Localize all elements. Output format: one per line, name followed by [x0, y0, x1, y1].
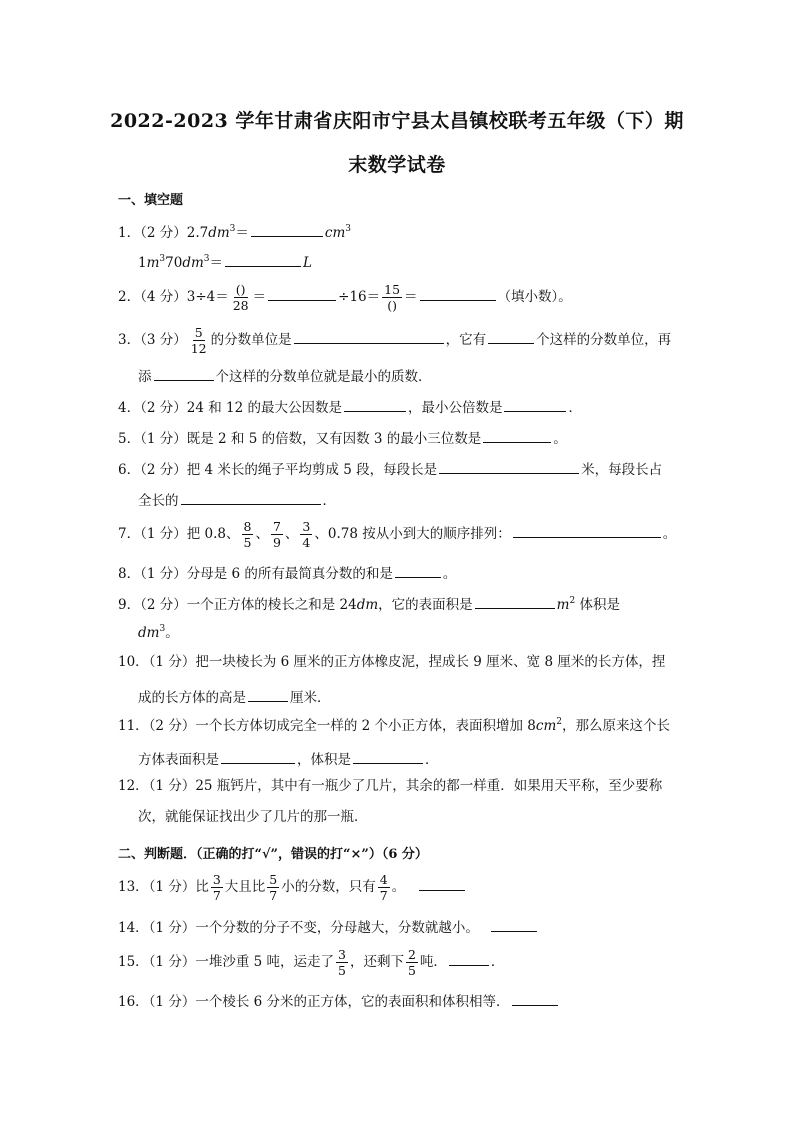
answer-blank[interactable] — [419, 876, 465, 891]
question-8: 8．（1 分）分母是 6 的所有最简真分数的和是 。 — [118, 563, 456, 582]
question-7: 7．（1 分）把 0.8、 $\frac{8}{5}$ 、 $\frac{7}{9}$ 、 $\frac{3}{4}$ 、0.78 按从小到大的顺序排列： 。 — [118, 519, 677, 551]
answer-blank[interactable] — [181, 490, 321, 505]
question-9: 9．（2 分）一个正方体的棱长之和是 24dm，它的表面积是 $m^2$ 体积是 — [118, 596, 621, 613]
answer-blank[interactable] — [439, 459, 579, 474]
fraction: $\frac{()}{28}$ — [232, 282, 249, 314]
question-3-cont: 添 个这样的分数单位就是最小的质数． — [138, 366, 432, 385]
answer-blank[interactable] — [512, 991, 558, 1006]
fraction: $\frac{4}{7}$ — [379, 872, 388, 904]
answer-blank[interactable] — [294, 329, 444, 344]
answer-blank[interactable] — [475, 594, 555, 609]
fraction: $\frac{15}{()}$ — [384, 282, 401, 314]
answer-blank[interactable] — [504, 397, 566, 412]
question-11-cont: 方体表面积是 ，体积是 ． — [138, 749, 439, 768]
question-1: 1．（2 分）$2.7dm^3= cm^3$ — [118, 224, 352, 241]
answer-blank[interactable] — [225, 252, 301, 267]
answer-blank[interactable] — [449, 951, 489, 966]
answer-blank[interactable] — [488, 329, 534, 344]
answer-blank[interactable] — [483, 428, 551, 443]
question-10: 10．（1 分）把一块棱长为 6 厘米的正方体橡皮泥，捏成长 9 厘米、宽 8 厘米的长方体，捏 — [118, 654, 666, 670]
section-heading-fill-in: 一、填空题 — [118, 193, 184, 208]
answer-blank[interactable] — [248, 687, 288, 702]
fraction: $\frac{3}{5}$ — [338, 947, 346, 979]
question-5: 5．（1 分）既是 2 和 5 的倍数，又有因数 3 的最小三位数是 。 — [118, 428, 567, 447]
question-12: 12．（1 分）25 瓶钙片，其中有一瓶少了几片，其余的都一样重．如果用天平称，至少要称 — [118, 778, 663, 794]
question-15: 15．（1 分）一堆沙重 5 吨，运走了 $\frac{3}{5}$ ，还剩下 $\frac{2}{5}$ 吨． ． — [118, 947, 505, 979]
answer-blank[interactable] — [491, 917, 537, 932]
question-11: 11．（2 分）一个长方体切成完全一样的 2 个小正方体，表面积增加 $8cm^2$，那么原来这个长 — [118, 717, 670, 734]
fraction: $\frac{3}{4}$ — [302, 519, 311, 551]
exam-title-line2: 末数学试卷 — [348, 154, 446, 176]
section-heading-true-false: 二、判断题．（正确的打“√”，错误的打“×”）（6 分） — [118, 847, 428, 862]
fraction: $\frac{5}{12}$ — [190, 325, 207, 357]
question-16: 16．（1 分）一个棱长 6 分米的正方体，它的表面积和体积相等． — [118, 991, 560, 1010]
answer-blank[interactable] — [251, 222, 323, 237]
question-6-cont: 全长的 ． — [138, 490, 336, 509]
fraction: $\frac{8}{5}$ — [243, 519, 252, 551]
fraction: $\frac{7}{9}$ — [272, 519, 281, 551]
question-2: 2．（4 分）3÷4＝ $\frac{()}{28}$ ＝ ÷16＝ $\frac{15}{()}$ ＝ （填小数）。 — [118, 282, 572, 314]
fraction: $\frac{5}{7}$ — [269, 872, 278, 904]
question-3: 3．（3 分） $\frac{5}{12}$ 的分数单位是 ，它有 个这样的分数单位，再 — [118, 325, 672, 357]
question-10-cont: 成的长方体的高是 厘米． — [138, 687, 331, 706]
question-4: 4．（2 分）24 和 12 的最大公因数是 ，最小公倍数是 ． — [118, 397, 582, 416]
fraction: $\frac{3}{7}$ — [212, 872, 221, 904]
question-1-part-b: $1m^370dm^3= L$ — [138, 254, 312, 271]
answer-blank[interactable] — [221, 749, 295, 764]
answer-blank[interactable] — [154, 366, 214, 381]
answer-blank[interactable] — [344, 397, 406, 412]
question-14: 14．（1 分）一个分数的分子不变，分母越大，分数就越小。 — [118, 917, 539, 936]
answer-blank[interactable] — [513, 523, 661, 538]
question-13: 13．（1 分）比 $\frac{3}{7}$ 大且比 $\frac{5}{7}$ 小的分数，只有 $\frac{4}{7}$ 。 — [118, 873, 467, 902]
exam-title-line1: 2022-2023 学年甘肃省庆阳市宁县太昌镇校联考五年级（下）期 — [110, 110, 684, 132]
question-12-cont: 次，就能保证找出少了几片的那一瓶． — [138, 809, 368, 825]
answer-blank[interactable] — [268, 286, 336, 301]
answer-blank[interactable] — [420, 286, 496, 301]
answer-blank[interactable] — [395, 563, 441, 578]
fraction: $\frac{2}{5}$ — [407, 947, 416, 979]
answer-blank[interactable] — [353, 749, 423, 764]
question-9-cont: $dm^3$。 — [138, 624, 179, 641]
question-6: 6．（2 分）把 4 米长的绳子平均剪成 5 段，每段长是 米，每段长占 — [118, 459, 662, 478]
